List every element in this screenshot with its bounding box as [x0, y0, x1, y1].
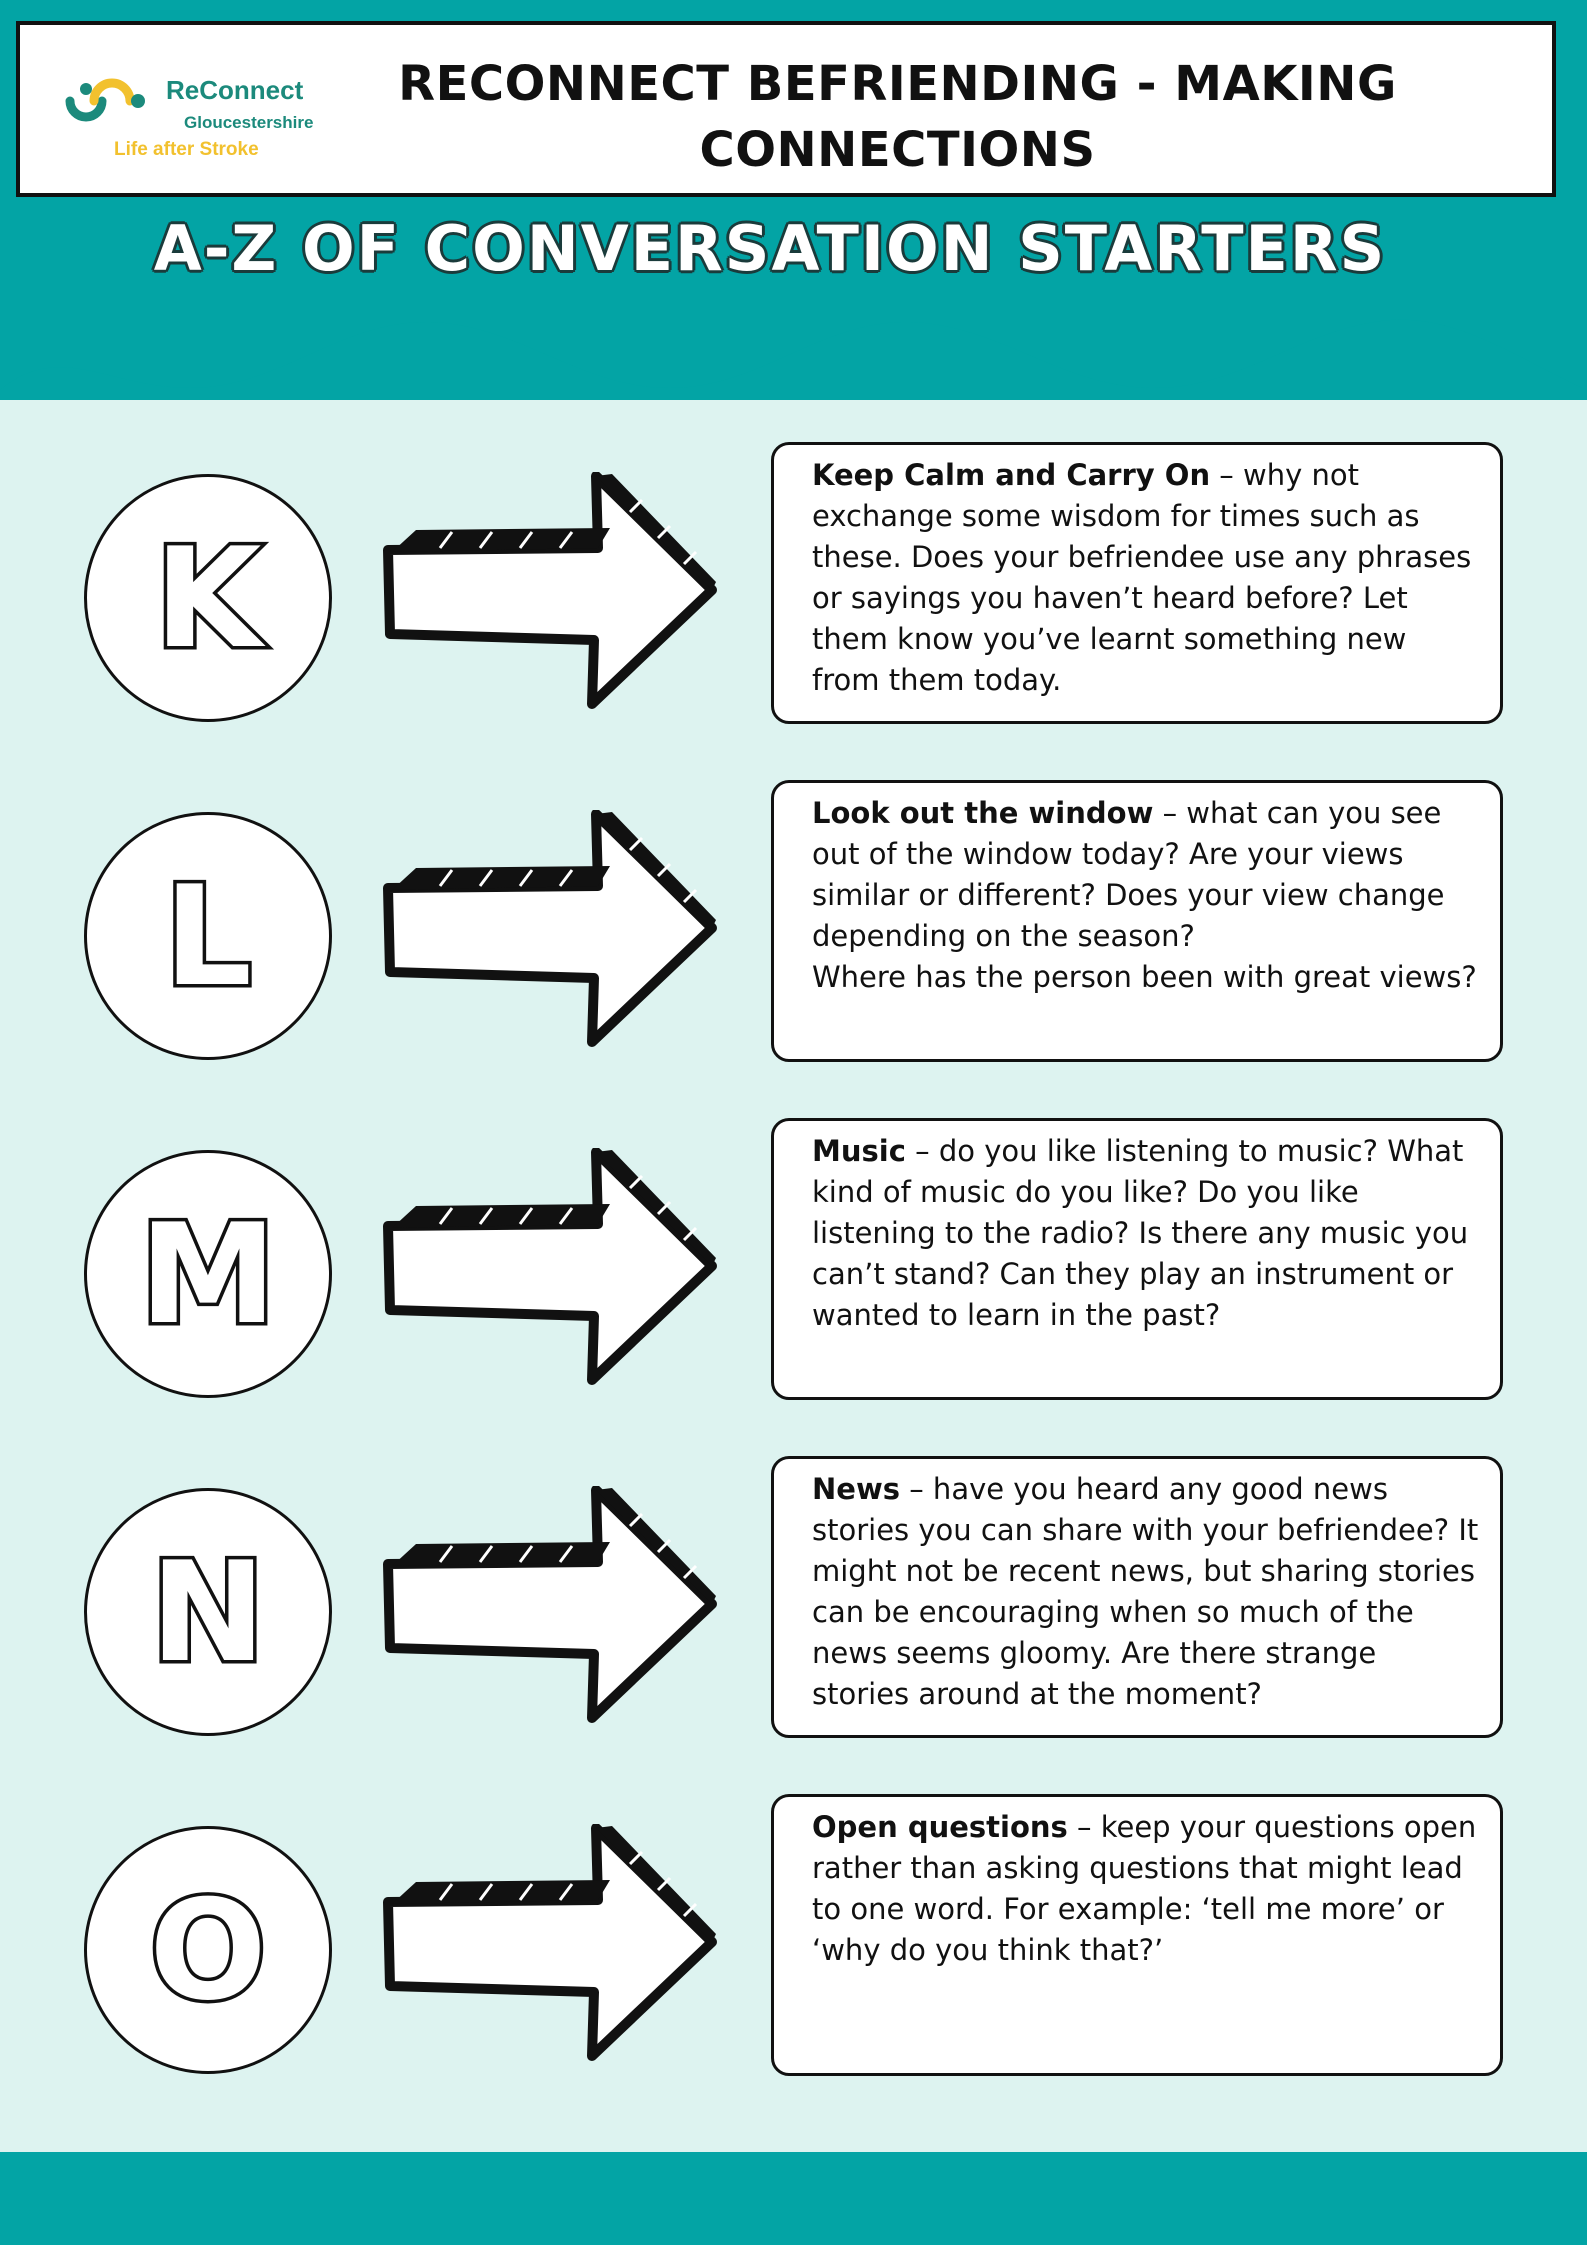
letter: L [164, 855, 252, 1017]
conversation-starter-row-k [0, 442, 1587, 732]
card-text: – what can you see out of the window today? Are your views similar or different? Does your view change depending on the season? Where has the person been with great views? [812, 796, 1477, 994]
conversation-starter-row-m [0, 1118, 1587, 1408]
card-text: – keep your questions open rather than asking questions that might lead to one word. For example: ‘tell me more’ or ‘why do you think that?’ [812, 1810, 1477, 1967]
arrow-icon [380, 1486, 720, 1736]
conversation-starter-row-n [0, 1456, 1587, 1746]
card-term: News [812, 1472, 900, 1506]
conversation-card [771, 1456, 1503, 1738]
letter: M [139, 1193, 277, 1355]
reconnect-logo-icon [64, 71, 154, 131]
card-term: Look out the window [812, 796, 1154, 830]
letter: N [150, 1531, 266, 1693]
wave-divider [0, 300, 1587, 420]
arrow-icon [380, 1148, 720, 1398]
logo-name: ReConnect [166, 75, 304, 105]
arrow-icon [380, 472, 720, 722]
conversation-card [771, 780, 1503, 1062]
footer-band [0, 2152, 1587, 2245]
card-term: Music [812, 1134, 906, 1168]
card-text: – have you heard any good news stories you can share with your befriendee? It might not be recent news, but sharing stories can be encouraging when so much of the news seems gloomy. Are there strange stories around at the moment? [812, 1472, 1479, 1711]
arrow-icon [380, 810, 720, 1060]
letter: O [149, 1869, 267, 2031]
page-title-line-2: CONNECTIONS [699, 122, 1096, 178]
header-box [16, 21, 1556, 197]
letter-circle [84, 812, 332, 1060]
conversation-card [771, 1118, 1503, 1400]
conversation-card [771, 1794, 1503, 2076]
page-title [350, 51, 1445, 183]
conversation-starter-row-o [0, 1794, 1587, 2084]
letter-circle [84, 474, 332, 722]
conversation-card [771, 442, 1503, 724]
card-term: Open questions [812, 1810, 1068, 1844]
conversation-starter-row-l [0, 780, 1587, 1070]
letter-circle [84, 1150, 332, 1398]
section-subtitle: A-Z OF CONVERSATION STARTERS [153, 212, 1387, 285]
logo-tagline: Life after Stroke [114, 139, 259, 160]
card-term: Keep Calm and Carry On [812, 458, 1211, 492]
logo-region: Gloucestershire [184, 113, 314, 132]
letter-circle [84, 1488, 332, 1736]
card-text: – do you like listening to music? What kind of music do you like? Do you like listening to the radio? Is there any music you can’t stand? Can they play an instrument or wanted to learn in the past? [812, 1134, 1469, 1332]
arrow-icon [380, 1824, 720, 2074]
card-text: – why not exchange some wisdom for times such as these. Does your befriendee use any phrases or sayings you haven’t heard before? Let them know you’ve learnt something new from them today. [812, 458, 1472, 697]
logo [50, 51, 314, 161]
letter: K [154, 517, 262, 679]
letter-circle [84, 1826, 332, 2074]
page-title-line-1: RECONNECT BEFRIENDING - MAKING [398, 56, 1397, 112]
